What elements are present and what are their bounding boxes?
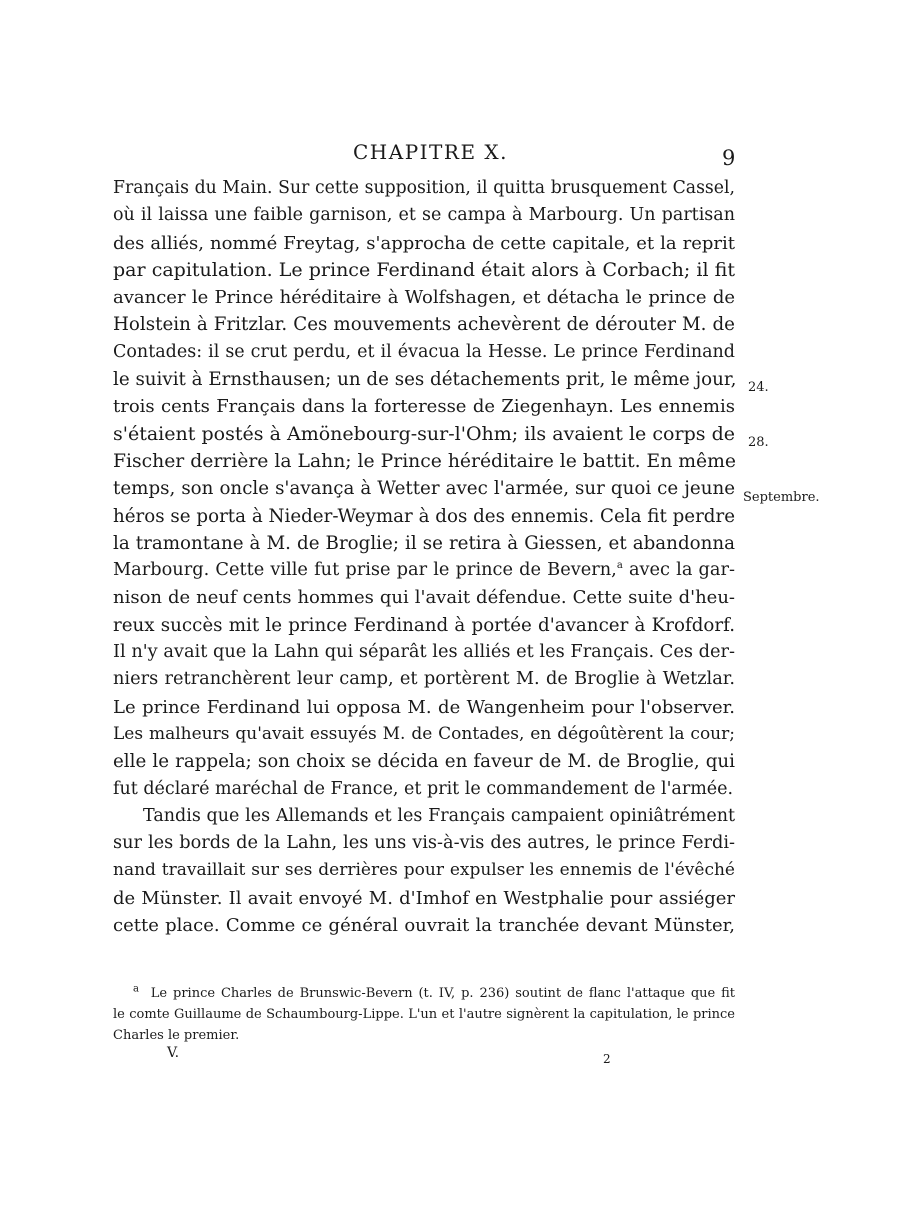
- body-text: [113, 175, 735, 939]
- text-line: la tramontane à M. de Broglie; il se retira à Giessen, et abandonna: [113, 532, 735, 554]
- text-line: nand travaillait sur ses derrières pour expulser les ennemis de l'évêché: [113, 860, 735, 881]
- footnote-marker: a: [133, 983, 139, 995]
- text-line: nison de neuf cents hommes qui l'avait défendue. Cette suite d'heu-: [113, 587, 735, 609]
- footnote-ref: a: [616, 560, 623, 572]
- text-line-with-footnote-ref: [113, 557, 735, 584]
- text-line: par capitulation. Le prince Ferdinand était alors à Corbach; il fit: [113, 258, 735, 281]
- text-line: sur les bords de la Lahn, les uns vis-à-vis des autres, le prince Ferdi-: [113, 833, 735, 854]
- text-line: Il n'y avait que la Lahn qui séparât les alliés et les Français. Ces der-: [113, 642, 735, 663]
- text-line: Les malheurs qu'avait essuyés M. de Contades, en dégoûtèrent la cour;: [113, 723, 735, 744]
- text-line: Holstein à Fritzlar. Ces mouvements achevèrent de dérouter M. de: [113, 314, 735, 336]
- margin-note-28: 28.: [748, 435, 769, 450]
- text-line: avancer le Prince héréditaire à Wolfshagen, et détacha le prince de: [113, 287, 735, 309]
- page-number: 9: [722, 146, 736, 170]
- text-line: de Münster. Il avait envoyé M. d'Imhof en Westphalie pour assiéger: [113, 887, 735, 909]
- text-line: cette place. Comme ce général ouvrait la tranchée devant Münster,: [113, 915, 735, 937]
- text-line: s'étaient postés à Amönebourg-sur-l'Ohm; ils avaient le corps de: [113, 422, 735, 445]
- footnote-line: [113, 983, 735, 1004]
- footnote: [113, 983, 735, 1046]
- sheet-number: 2: [603, 1052, 611, 1066]
- text-line: héros se porta à Nieder-Weymar à dos des ennemis. Cela fit perdre: [113, 505, 735, 527]
- text-line: le suivit à Ernsthausen; un de ses détachements prit, le même jour,: [113, 369, 737, 391]
- running-head: [0, 140, 900, 170]
- text-line: où il laissa une faible garnison, et se campa à Marbourg. Un partisan: [113, 205, 735, 226]
- text-line: trois cents Français dans la forteresse de Ziegenhayn. Les ennemis: [113, 396, 735, 418]
- line-tail: avec la gar-: [628, 560, 735, 581]
- text-line: fut déclaré maréchal de France, et prit le commandement de l'armée.: [113, 778, 734, 799]
- text-line: temps, son oncle s'avança à Wetter avec l'armée, sur quoi ce jeune: [113, 478, 735, 500]
- text-line: elle le rappela; son choix se décida en faveur de M. de Broglie, qui: [113, 751, 735, 773]
- text-line: des alliés, nommé Freytag, s'approcha de cette capitale, et la reprit: [113, 232, 735, 254]
- footnote-line: Charles le premier.: [113, 1028, 240, 1043]
- margin-note-septembre: Septembre.: [743, 490, 820, 505]
- text-line: Français du Main. Sur cette supposition, il quitta brusquement Cassel,: [113, 178, 735, 198]
- footnote-line: le comte Guillaume de Schaumbourg-Lippe. L'un et l'autre signèrent la capitulation, le prince: [113, 1007, 735, 1022]
- text-line: niers retranchèrent leur camp, et portèrent M. de Broglie à Wetzlar.: [113, 669, 735, 690]
- signature-mark: V.: [167, 1045, 180, 1061]
- text-line: reux succès mit le prince Ferdinand à portée d'avancer à Krofdorf.: [113, 614, 735, 636]
- line-head: Marbourg. Cette ville fut prise par le prince de Bevern,: [113, 560, 617, 581]
- text-line: Le prince Ferdinand lui opposa M. de Wangenheim pour l'observer.: [113, 696, 735, 718]
- footnote-text: Le prince Charles de Brunswic-Bevern (t. IV, p. 236) soutint de flanc l'attaque que fit: [150, 986, 736, 1001]
- chapter-title: CHAPITRE X.: [353, 140, 508, 164]
- text-line: Fischer derrière la Lahn; le Prince héréditaire le battit. En même: [113, 450, 737, 472]
- text-line: Contades: il se crut perdu, et il évacua la Hesse. Le prince Ferdinand: [113, 341, 735, 362]
- margin-note-24: 24.: [748, 380, 769, 395]
- text-line: Tandis que les Allemands et les Français campaient opiniâtrément: [143, 805, 735, 826]
